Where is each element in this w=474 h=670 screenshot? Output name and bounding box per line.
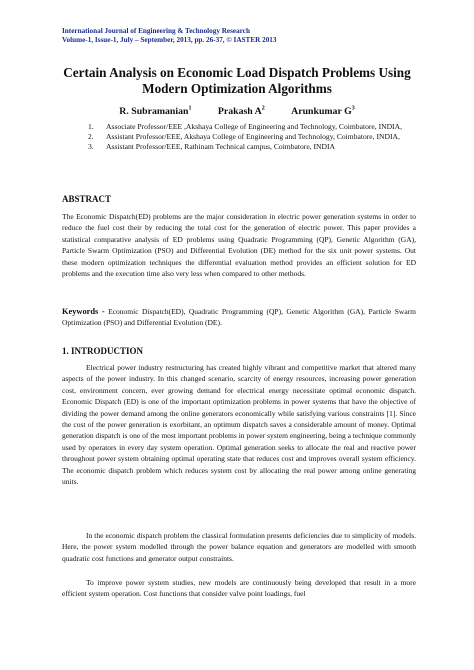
- author: [218, 106, 265, 117]
- affiliation-number: 3.: [88, 141, 94, 151]
- author-sup: 3: [351, 106, 355, 112]
- title-line-1: Certain Analysis on Economic Load Dispatch Problems Using: [63, 65, 411, 80]
- affiliation-text: Assistant Professor/EEE, Rathinam Technical campus, Coimbatore, INDIA: [106, 141, 335, 151]
- introduction-heading: 1. INTRODUCTION: [62, 346, 144, 356]
- affiliation-text: Associate Professor/EEE ,Akshaya College of Engineering and Technology, Coimbatore, INDIA,: [106, 122, 402, 131]
- author: [119, 106, 191, 117]
- intro-paragraph-2: In the economic dispatch problem the classical formulation presents deficiencies due to simplicity of models. Here, the power system modelled through the power balance equation and generators are modelled with smooth quadratic cost functions and generator output constraints.: [62, 531, 416, 563]
- affiliation-item: [88, 122, 438, 132]
- keywords-label: Keywords -: [62, 307, 105, 316]
- author: [291, 106, 355, 117]
- affiliation-item: [88, 142, 438, 152]
- title-line-2: Modern Optimization Algorithms: [142, 81, 332, 96]
- abstract-heading: ABSTRACT: [62, 194, 112, 204]
- author-sup: 2: [261, 106, 265, 112]
- journal-issue: Volume-1, Issue-1, July – September, 2013, pp. 26-37, © IASTER 2013: [62, 36, 277, 44]
- affiliation-item: [88, 132, 438, 142]
- affiliation-list: [88, 122, 438, 152]
- journal-name: International Journal of Engineering & Technology Research: [62, 27, 250, 35]
- affiliation-text: Assistant Professor/EEE, Akshaya College of Engineering and Technology, Coimbatore, INDIA,: [106, 131, 400, 141]
- keywords-text: Economic Dispatch(ED), Quadratic Programming (QP), Genetic Algorithm (GA), Particle Swarm Optimization (PSO) and Differential Evolution (DE).: [62, 307, 417, 328]
- abstract-text: The Economic Dispatch(ED) problems are the major consideration in electric power generation systems in order to reduce the fuel cost their by reducing the total cost for the generation of electric power. This paper provides a statistical comparative analysis of ED problems using Quadratic Programming (QP), Genetic Algorithm (GA), Particle Swarm Optimization (PSO) and Differential Evolution (DE) method for the six unit power systems. Out these modern optimization techniques the differential evaluation method provides an efficient solution for ED problems and the execution time also very less when compared to other methods.: [62, 212, 416, 279]
- intro-paragraph-1: Electrical power industry restructuring has created highly vibrant and competitive market that altered many aspects of the power industry. In this changed scenario, scarcity of energy resources, increasing power generation cost, environment concern, ever growing demand for electrical energy necessitate optimal economic dispatch. Economic Dispatch (ED) is one of the important optimization problems in power systems that have the objective of dividing the power demand among the online generators economically while satisfying various constraints [1]. Since the cost of the power generation is exorbitant, an optimum dispatch saves a considerable amount of money. Optimal generation dispatch is one of the most important problems in power system engineering, being a technique commonly used by operators in every day system operation. Optimal generation seeks to allocate the real and reactive power throughout power system obtaining optimal operating state that reduces cost and improves overall system efficiency. The economic dispatch problem which reduces system cost by allocating the real power among online generating units.: [62, 363, 416, 487]
- keywords: [62, 306, 416, 329]
- author-name: R. Subramanian: [119, 106, 189, 118]
- author-sup: 1: [188, 106, 192, 112]
- paper-title: [40, 65, 434, 97]
- affiliation-number: 1.: [88, 122, 94, 131]
- author-list: [0, 106, 474, 117]
- intro-paragraph-3: To improve power system studies, new models are continuously being developed that result in a more efficient system operation. Cost functions that consider valve point loadings, fuel: [62, 578, 416, 599]
- author-name: Arunkumar G: [291, 106, 352, 118]
- author-name: Prakash A: [217, 106, 262, 118]
- journal-header: [62, 27, 277, 45]
- affiliation-number: 2.: [88, 131, 94, 141]
